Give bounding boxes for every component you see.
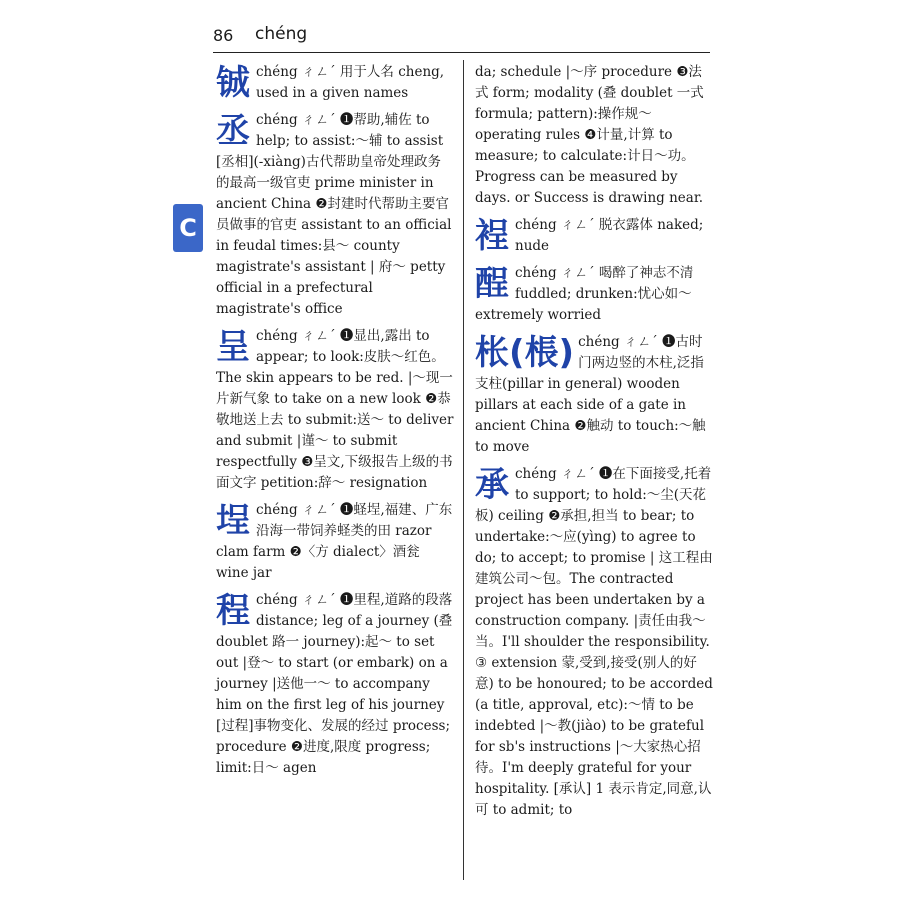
dictionary-entry [216, 500, 454, 584]
column-divider [463, 60, 464, 880]
entry-character: 丞 [216, 111, 250, 151]
entry-character: 埕 [216, 501, 250, 541]
page-number: 86 [213, 26, 234, 45]
running-headword: chéng [255, 24, 308, 44]
entry-text: chéng ㄔㄥˊ 喝醉了神志不清 fuddled; drunken:忧心如～ extremely worried [475, 265, 694, 323]
dictionary-entry [475, 215, 713, 257]
entry-character: 酲 [475, 264, 509, 304]
entry-text: chéng ㄔㄥˊ ❶显出,露出 to appear; to look:皮肤～红色。The skin appears to be red. |～现一片新气象 to take on a new look ❷恭敬地送上去 to submit:送～ to deliver and submit |谨～ to submit respectfully ❸呈文,下级报告上级的书面文字 petition:辞～ resignation [216, 328, 454, 491]
entry-text: chéng ㄔㄥˊ ❶帮助,辅佐 to help; to assist:～辅 to assist [丞相](-xiàng)古代帮助皇帝处理政务的最高一级官吏 prime minister in ancient China ❷封建时代帮助主要官员做事的官吏 assistant to an official in feudal times:县～ county magistrate's assistant | 府～ petty official in a prefectural magistrate's office [216, 112, 452, 317]
entry-text: chéng ㄔㄥˊ 脱衣露体 naked; nude [515, 217, 704, 254]
entry-text: chéng ㄔㄥˊ ❶在下面接受,托着 to support; to hold:～尘(天花板) ceiling ❷承担,担当 to bear; to undertake:～应(yìng) to agree to do; to accept; to promise | 这工程由建筑公司～包。The contracted project has been undertaken by a construction company. |责任由我～当。I'll shoulder the responsibility. ③ extension 蒙,受到,接受(别人的好意) to be honoured; to be accorded (a title, approval, etc):～情 to be indebted |～教(jiào) to be grateful for sb's instructions |～大家热心招待。I'm deeply grateful for your hospitality. [承认] 1 表示肯定,同意,认可 to admit; to [475, 466, 713, 818]
dictionary-entry [475, 263, 713, 326]
entry-character: 裎 [475, 216, 509, 256]
entry-character: 呈 [216, 327, 250, 367]
dictionary-entry-continued [475, 62, 713, 209]
dictionary-entry [216, 326, 454, 494]
dictionary-entry [216, 62, 454, 104]
dictionary-entry [216, 590, 454, 779]
page-header [213, 24, 710, 52]
entry-character: 枨(棖) [475, 333, 575, 373]
entry-character: 承 [475, 465, 509, 505]
dictionary-entry [475, 332, 713, 458]
entry-text: chéng ㄔㄥˊ 用于人名 cheng, used in a given names [256, 64, 445, 101]
dictionary-entry [216, 110, 454, 320]
dictionary-entry [475, 464, 713, 821]
right-column [475, 62, 713, 821]
entry-text: chéng ㄔㄥˊ ❶里程,道路的段落 distance; leg of a journey (叠 doublet 路一 journey):起～ to set out |登～ to start (or embark) on a journey |送他一～ to accompany him on the first leg of his journey [过程]事物变化、发展的经过 process; procedure ❷进度,限度 progress; limit:日～ agen [216, 592, 453, 776]
entry-text: chéng ㄔㄥˊ ❶蛏埕,福建、广东沿海一带饲养蛏类的田 razor clam farm ❷〈方 dialect〉酒瓮 wine jar [216, 502, 453, 581]
entry-character: 程 [216, 591, 250, 631]
thumb-index-letter: C [179, 214, 197, 242]
thumb-index-tab [173, 204, 203, 252]
header-rule [213, 52, 710, 53]
entry-text: chéng ㄔㄥˊ ❶古时门两边竖的木柱,泛指支柱(pillar in general) wooden pillars at each side of a gate in ancient China ❷触动 to touch:～触 to move [475, 334, 706, 455]
entry-character: 铖 [216, 63, 250, 103]
entry-text: da; schedule |～序 procedure ❸法式 form; modality (叠 doublet 一式 formula; pattern):操作规～ operating rules ❹计量,计算 to measure; to calculate:计日～功。Progress can be measured by days. or Success is drawing near. [475, 64, 704, 206]
left-column [216, 62, 454, 779]
